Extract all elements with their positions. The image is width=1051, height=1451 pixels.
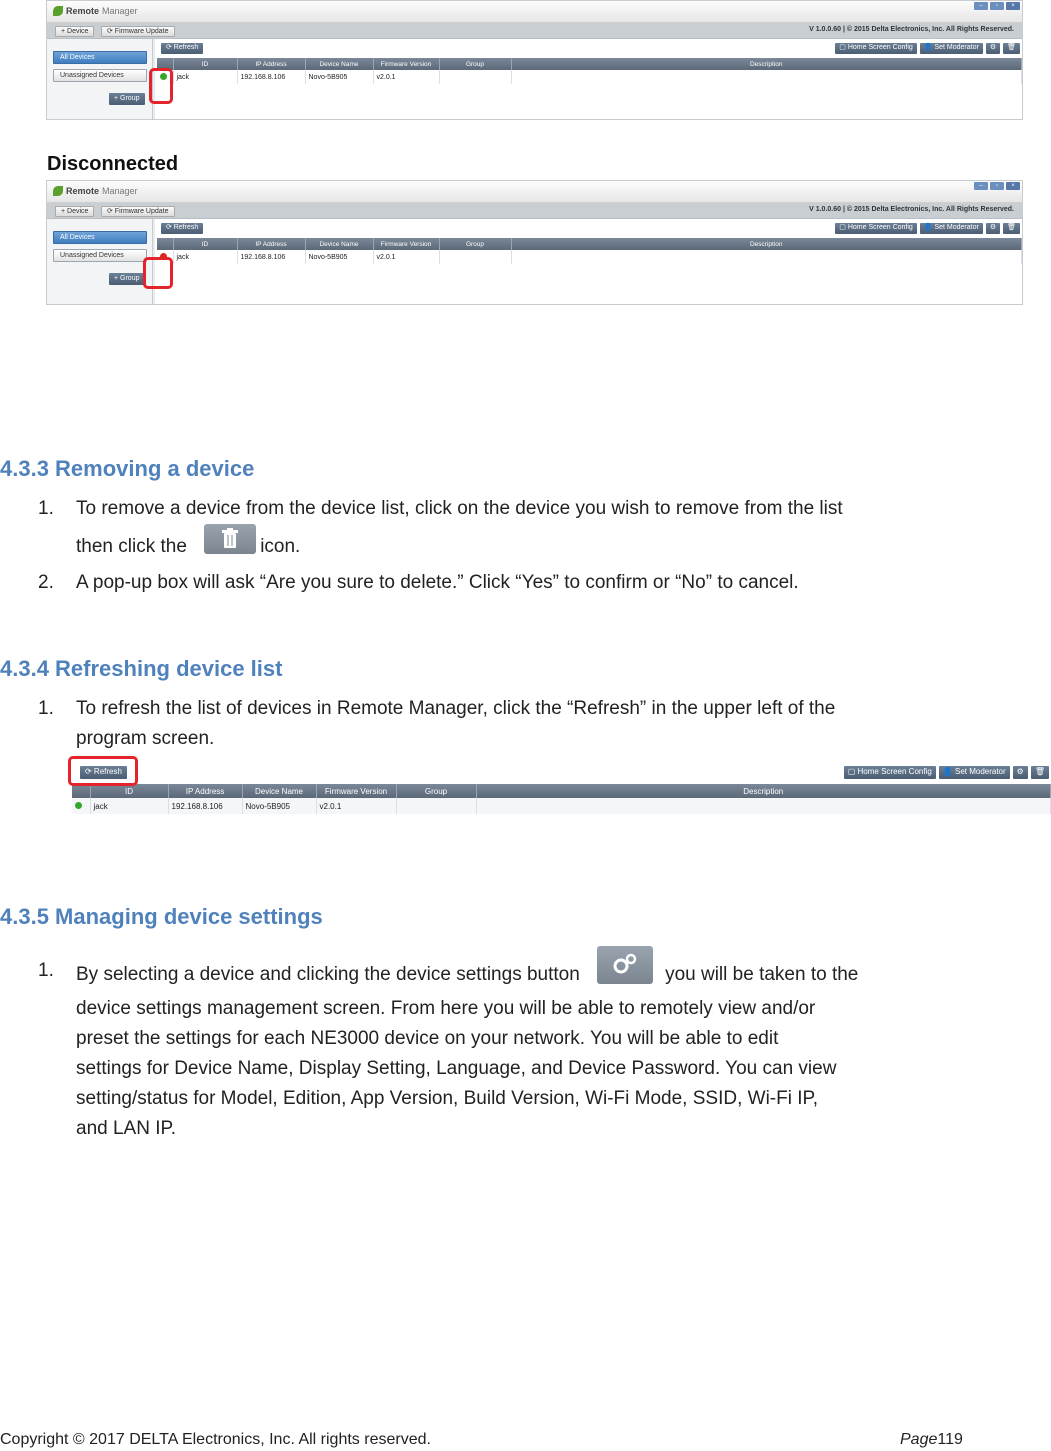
- add-group-button[interactable]: + Group: [109, 273, 145, 285]
- add-device-button[interactable]: + Device: [55, 26, 94, 37]
- sidebar: [47, 39, 153, 119]
- col-device-name: Device Name: [242, 784, 316, 798]
- cell-firmware: v2.0.1: [316, 798, 396, 814]
- unassigned-devices-button[interactable]: Unassigned Devices: [53, 69, 147, 82]
- all-devices-button[interactable]: All Devices: [53, 231, 147, 244]
- refresh-button[interactable]: ⟳ Refresh: [161, 43, 203, 54]
- device-settings-icon[interactable]: ⚙: [1013, 766, 1028, 779]
- remote-manager-screenshot-connected: [46, 0, 1023, 120]
- cell-ip: 192.168.8.106: [168, 798, 242, 814]
- col-group: Group: [439, 58, 511, 70]
- cell-device-name: Novo-5B905: [242, 798, 316, 814]
- minimize-icon[interactable]: –: [974, 2, 988, 10]
- delete-icon[interactable]: 🗑: [1003, 43, 1020, 54]
- status-highlight-box: [149, 68, 173, 104]
- toolbar: [47, 203, 1022, 219]
- col-firmware: Firmware Version: [373, 238, 439, 250]
- home-screen-config-button[interactable]: ▢ Home Screen Config: [844, 766, 936, 779]
- set-moderator-button[interactable]: 👤 Set Moderator: [920, 43, 983, 54]
- col-id: ID: [90, 784, 168, 798]
- list-text: A pop-up box will ask “Are you sure to delete.” Click “Yes” to confirm or “No” to cancel.: [76, 572, 799, 593]
- col-description: Description: [476, 784, 1051, 798]
- cell-description: [511, 250, 1022, 264]
- title-bar: [47, 1, 1022, 23]
- col-device-name: Device Name: [305, 238, 373, 250]
- col-firmware: Firmware Version: [316, 784, 396, 798]
- delete-icon[interactable]: 🗑: [1003, 223, 1020, 234]
- window-controls: [974, 182, 1020, 190]
- list-text: device settings management screen. From here you will be able to remotely view and/or: [76, 998, 816, 1019]
- col-group: Group: [396, 784, 476, 798]
- cell-device-name: Novo-5B905: [305, 70, 373, 84]
- close-icon[interactable]: ×: [1006, 182, 1020, 190]
- list-text: settings for Device Name, Display Setting, Language, and Device Password. You can view: [76, 1058, 837, 1079]
- add-device-button[interactable]: + Device: [55, 206, 94, 217]
- cell-group: [439, 70, 511, 84]
- connected-status-icon: [75, 802, 82, 809]
- table-row[interactable]: [157, 250, 1022, 264]
- list-text: preset the settings for each NE3000 device on your network. You will be able to edit: [76, 1028, 779, 1049]
- cell-description: [511, 70, 1022, 84]
- remote-manager-screenshot-disconnected: [46, 180, 1023, 305]
- list-text: program screen.: [76, 728, 215, 749]
- cell-description: [476, 798, 1051, 814]
- status-highlight-box: [143, 257, 173, 289]
- cell-ip: 192.168.8.106: [237, 250, 305, 264]
- footer-page-label: [900, 1431, 963, 1449]
- firmware-update-button[interactable]: ⟳ Firmware Update: [101, 26, 175, 37]
- col-id: ID: [173, 238, 237, 250]
- trash-icon: [204, 524, 256, 554]
- set-moderator-button[interactable]: 👤 Set Moderator: [920, 223, 983, 234]
- col-description: Description: [511, 58, 1022, 70]
- refresh-highlight-box: [68, 756, 138, 786]
- table-row[interactable]: [72, 798, 1051, 814]
- leaf-logo-icon: [53, 186, 63, 196]
- disconnected-label: Disconnected: [47, 153, 179, 175]
- cell-id: jack: [173, 70, 237, 84]
- logo-text-bold: Remote: [66, 186, 100, 196]
- add-group-button[interactable]: + Group: [109, 93, 145, 105]
- all-devices-button[interactable]: All Devices: [53, 51, 147, 64]
- device-table: [157, 58, 1022, 84]
- device-table: [72, 784, 1051, 814]
- set-moderator-button[interactable]: 👤 Set Moderator: [939, 766, 1010, 779]
- cell-firmware: v2.0.1: [373, 250, 439, 264]
- title-bar: [47, 181, 1022, 203]
- col-ip: IP Address: [237, 58, 305, 70]
- col-firmware: Firmware Version: [373, 58, 439, 70]
- maximize-icon[interactable]: ▫: [990, 182, 1004, 190]
- list-text: By selecting a device and clicking the device settings button: [76, 964, 580, 986]
- home-screen-config-button[interactable]: ▢ Home Screen Config: [835, 43, 917, 54]
- window-controls: [974, 2, 1020, 10]
- list-text: you will be taken to the: [665, 964, 859, 986]
- minimize-icon[interactable]: –: [974, 182, 988, 190]
- table-row[interactable]: [157, 70, 1022, 84]
- list-item: [38, 494, 1028, 568]
- device-list-panel: [72, 760, 1051, 872]
- page-number: 119: [937, 1431, 963, 1448]
- logo-text-light: Manager: [102, 186, 138, 196]
- delete-icon[interactable]: 🗑: [1031, 766, 1049, 779]
- version-text: V 1.0.0.60 | © 2015 Delta Electronics, Inc. All Rights Reserved.: [809, 206, 1014, 213]
- cell-group: [396, 798, 476, 814]
- cell-group: [439, 250, 511, 264]
- home-screen-config-button[interactable]: ▢ Home Screen Config: [835, 223, 917, 234]
- section-heading-4-3-3: 4.3.3 Removing a device: [0, 456, 255, 481]
- app-logo: [53, 186, 138, 196]
- maximize-icon[interactable]: ▫: [990, 2, 1004, 10]
- cell-ip: 192.168.8.106: [237, 70, 305, 84]
- list-text: To refresh the list of devices in Remote Manager, click the “Refresh” in the upper left of the: [76, 698, 836, 719]
- app-logo: [53, 6, 138, 16]
- leaf-logo-icon: [53, 6, 63, 16]
- col-id: ID: [173, 58, 237, 70]
- col-ip: IP Address: [237, 238, 305, 250]
- list-text: icon.: [260, 536, 301, 558]
- list-text: setting/status for Model, Edition, App Version, Build Version, Wi-Fi Mode, SSID, Wi-Fi IP,: [76, 1088, 819, 1109]
- firmware-update-button[interactable]: ⟳ Firmware Update: [101, 206, 175, 217]
- refresh-button[interactable]: ⟳ Refresh: [80, 766, 127, 779]
- list-number: 1.: [38, 698, 54, 719]
- toolbar: [47, 23, 1022, 39]
- logo-text-light: Manager: [102, 6, 138, 16]
- col-ip: IP Address: [168, 784, 242, 798]
- device-settings-gear-icon: [597, 946, 653, 984]
- close-icon[interactable]: ×: [1006, 2, 1020, 10]
- footer-copyright: Copyright © 2017 DELTA Electronics, Inc. All rights reserved.: [0, 1431, 431, 1448]
- cell-id: jack: [90, 798, 168, 814]
- page-label: Page: [900, 1431, 938, 1448]
- device-list-panel: [155, 219, 1022, 304]
- cell-device-name: Novo-5B905: [305, 250, 373, 264]
- sidebar: [47, 219, 153, 304]
- cell-firmware: v2.0.1: [373, 70, 439, 84]
- list-text: and LAN IP.: [76, 1118, 177, 1139]
- device-table: [157, 238, 1022, 264]
- list-text: To remove a device from the device list, click on the device you wish to remove from the list: [76, 498, 843, 519]
- section-heading-4-3-4: 4.3.4 Refreshing device list: [0, 656, 283, 681]
- list-number: 1.: [38, 960, 54, 981]
- device-settings-icon[interactable]: ⚙: [986, 43, 1000, 54]
- device-list-panel: [155, 39, 1022, 119]
- col-device-name: Device Name: [305, 58, 373, 70]
- device-settings-icon[interactable]: ⚙: [986, 223, 1000, 234]
- logo-text-bold: Remote: [66, 6, 100, 16]
- list-number: 1.: [38, 498, 54, 519]
- list-text: then click the: [76, 536, 187, 558]
- refresh-button[interactable]: ⟳ Refresh: [161, 223, 203, 234]
- remote-manager-screenshot-refresh: [72, 760, 1051, 872]
- col-group: Group: [439, 238, 511, 250]
- section-heading-4-3-5: 4.3.5 Managing device settings: [0, 904, 323, 929]
- cell-id: jack: [173, 250, 237, 264]
- unassigned-devices-button[interactable]: Unassigned Devices: [53, 249, 147, 262]
- list-number: 2.: [38, 572, 54, 593]
- version-text: V 1.0.0.60 | © 2015 Delta Electronics, Inc. All Rights Reserved.: [809, 26, 1014, 33]
- col-description: Description: [511, 238, 1022, 250]
